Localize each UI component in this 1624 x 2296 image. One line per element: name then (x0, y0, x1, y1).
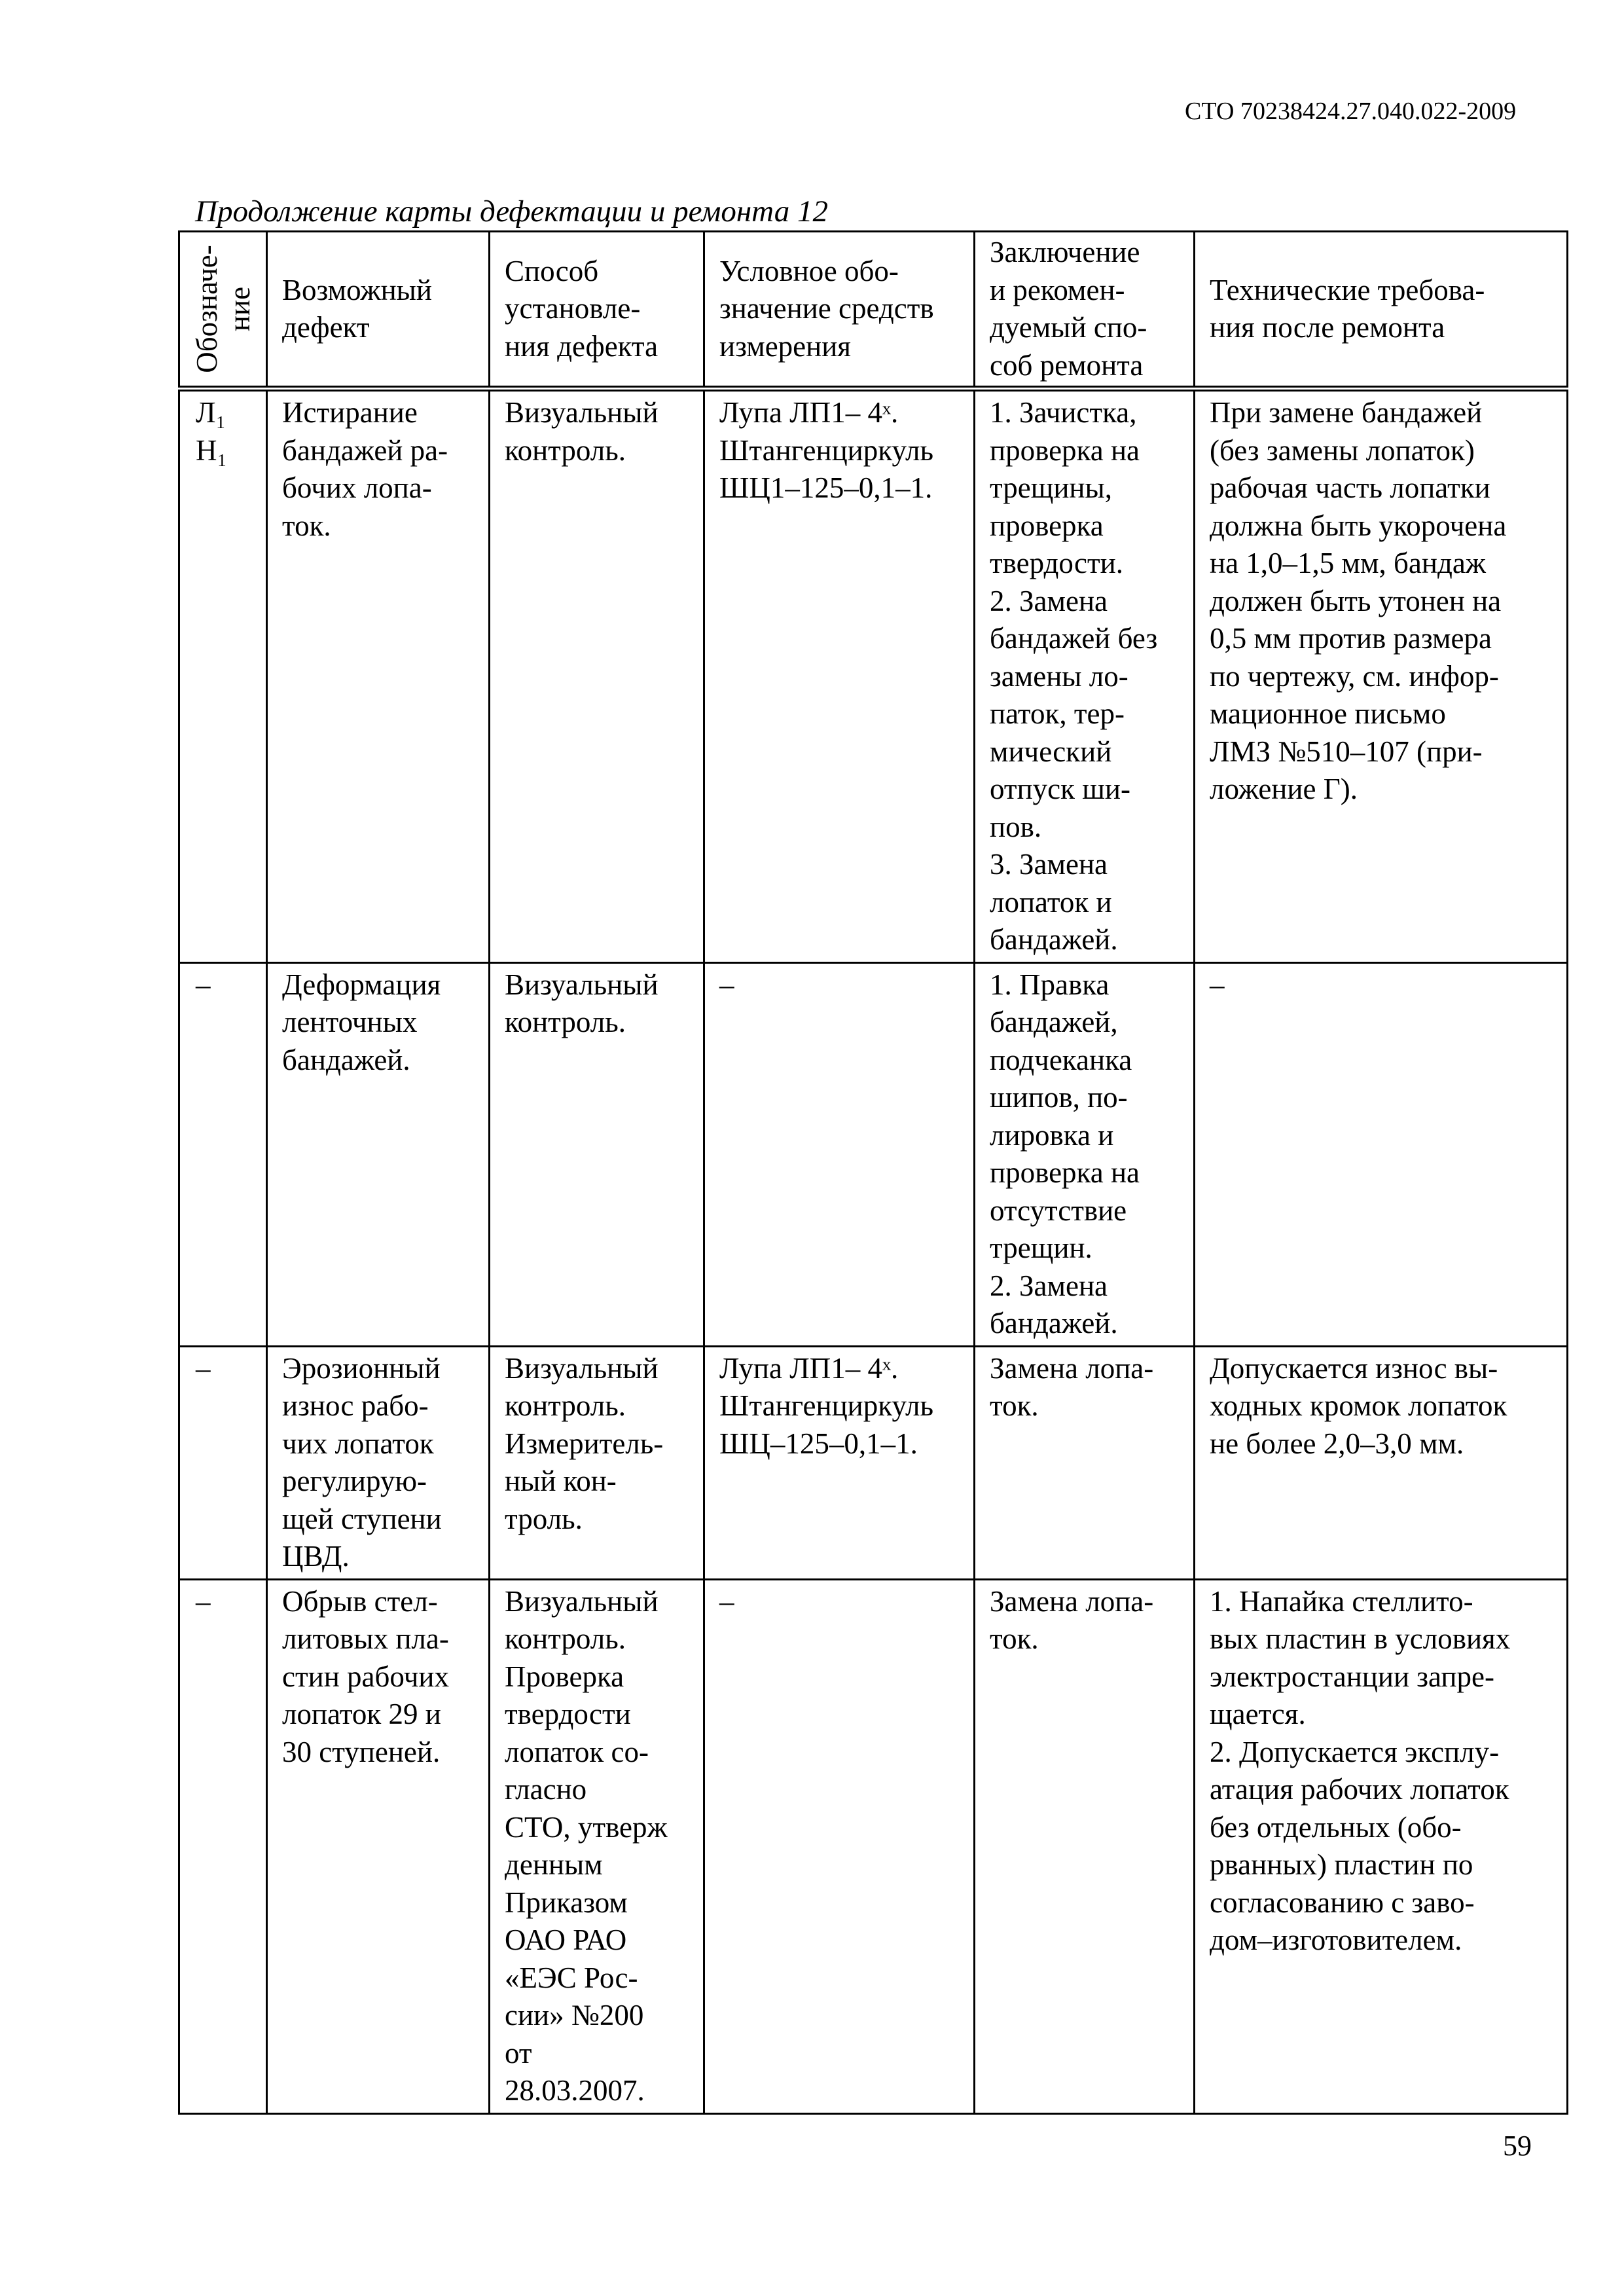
cell-requirements: При замене бандажей (без замены лопаток) рабочая часть лопатки должна быть укорочена на 1,0–1,5 мм, бандаж должен быть утонен на 0,5 мм против размера по чертежу, см. инфор- мационное письмо ЛМЗ №510–107 (при- ложение Г). (1195, 389, 1568, 963)
cell-conclusion: 1. Правка бандажей, подчеканка шипов, по- лировка и проверка на отсутствие трещин. 2. Замена бандажей. (975, 962, 1195, 1346)
table-row (179, 1579, 1568, 2113)
cell-method: Визуальный контроль. (490, 389, 704, 963)
cell-measuring: – (704, 1579, 975, 2113)
table-row (179, 962, 1568, 1346)
cell-measuring: Лупа ЛП1– 4ˣ. Штангенциркуль ШЦ1–125–0,1–1. (704, 389, 975, 963)
cell-conclusion: Замена лопа- ток. (975, 1346, 1195, 1579)
column-header-method: Способ установле- ния дефекта (490, 232, 704, 389)
cell-designation: Л₁ Н₁ (179, 389, 267, 963)
table-row (179, 389, 1568, 963)
cell-requirements: – (1195, 962, 1568, 1346)
defect-table (178, 230, 1568, 2115)
document-code: СТО 70238424.27.040.022-2009 (1185, 98, 1517, 125)
cell-defect: Эрозионный износ рабо- чих лопаток регулирую- щей ступени ЦВД. (267, 1346, 490, 1579)
column-header-designation (179, 232, 267, 389)
column-header-requirements: Технические требова- ния после ремонта (1195, 232, 1568, 389)
cell-measuring: Лупа ЛП1– 4ˣ. Штангенциркуль ШЦ–125–0,1–1. (704, 1346, 975, 1579)
table-header-row (179, 232, 1568, 389)
column-header-defect: Возможный дефект (267, 232, 490, 389)
cell-defect: Истирание бандажей ра- бочих лопа- ток. (267, 389, 490, 963)
cell-defect: Деформация ленточных бандажей. (267, 962, 490, 1346)
cell-requirements: 1. Напайка стеллито- вых пластин в условиях электростанции запре- щается. 2. Допускается эксплу- атация рабочих лопаток без отдельных (обо- рванных) пластин по согласованию с заво- дом–изготовителем. (1195, 1579, 1568, 2113)
column-header-measuring: Условное обо- значение средств измерения (704, 232, 975, 389)
cell-conclusion: 1. Зачистка, проверка на трещины, проверка твердости. 2. Замена бандажей без замены ло- паток, тер- мический отпуск ши- пов. 3. Замена лопаток и бандажей. (975, 389, 1195, 963)
cell-method: Визуальный контроль. (490, 962, 704, 1346)
cell-requirements: Допускается износ вы- ходных кромок лопаток не более 2,0–3,0 мм. (1195, 1346, 1568, 1579)
cell-conclusion: Замена лопа- ток. (975, 1579, 1195, 2113)
column-header-conclusion: Заключение и рекомен- дуемый спо- соб ремонта (975, 232, 1195, 389)
cell-defect: Обрыв стел- литовых пла- стин рабочих лопаток 29 и 30 ступеней. (267, 1579, 490, 2113)
table-row (179, 1346, 1568, 1579)
page-number: 59 (1503, 2130, 1532, 2162)
cell-designation: – (179, 962, 267, 1346)
cell-designation: – (179, 1346, 267, 1579)
table-caption: Продолжение карты дефектации и ремонта 12 (195, 194, 828, 228)
cell-measuring: – (704, 962, 975, 1346)
cell-method: Визуальный контроль. Проверка твердости лопаток со- гласно СТО, утверж денным Приказом ОАО РАО «ЕЭС Рос- сии» №200 от 28.03.2007. (490, 1579, 704, 2113)
cell-designation: – (179, 1579, 267, 2113)
column-header-designation-label: Обозначе- ние (190, 245, 256, 373)
cell-method: Визуальный контроль. Измеритель- ный кон- троль. (490, 1346, 704, 1579)
